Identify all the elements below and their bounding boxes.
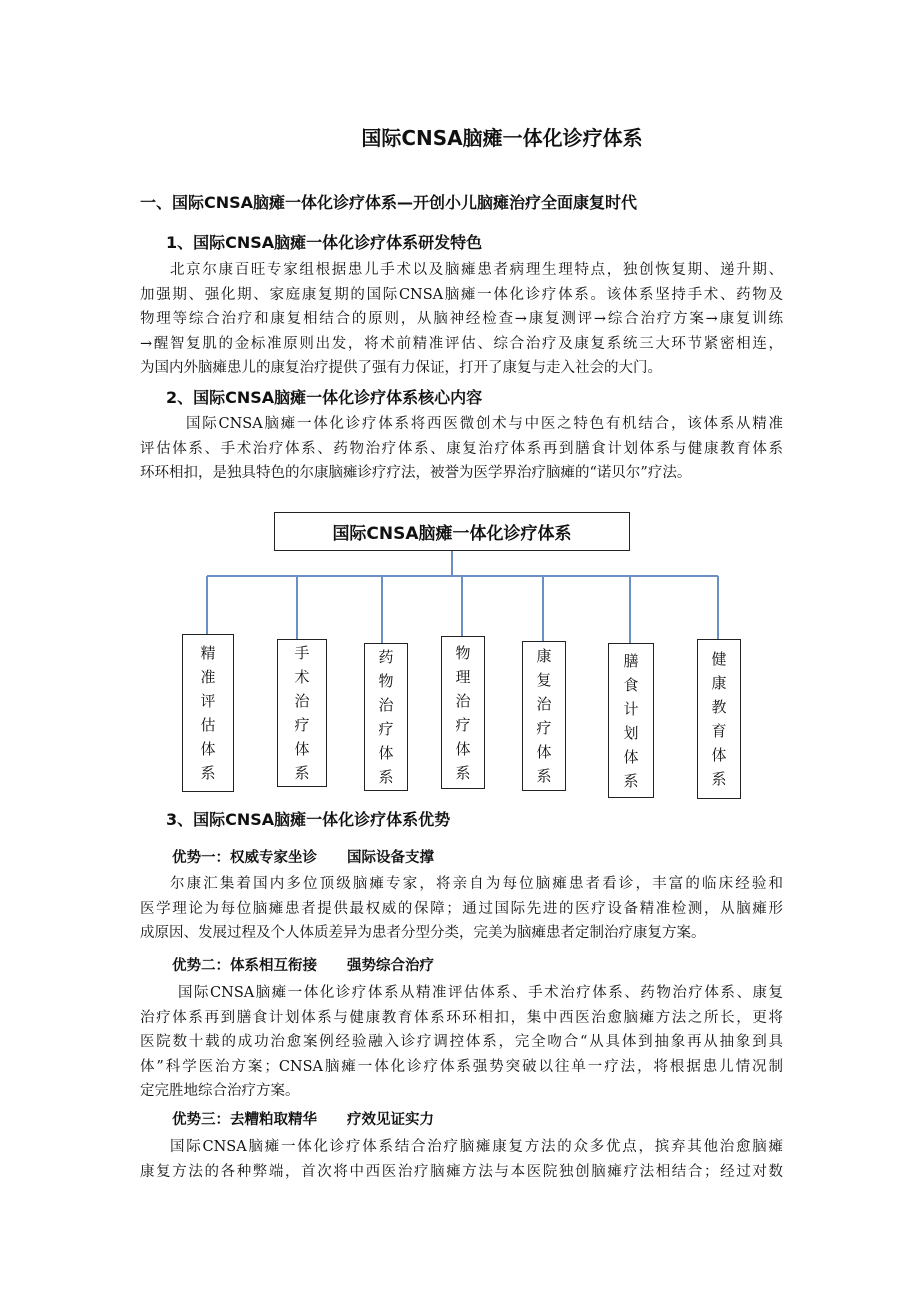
advantage-title: 优势二：体系相互衔接	[172, 958, 317, 974]
box-char: 疗	[455, 715, 471, 734]
advantage-subtitle: 疗效见证实力	[347, 1112, 434, 1128]
advantage-subtitle: 国际设备支撑	[347, 850, 434, 866]
paragraph-line: 治疗体系再到膳食计划体系与健康教育体系环环相扣，集中西医治愈脑瘫方法之所长，更将	[140, 1009, 783, 1026]
paragraph-line: 定完胜地综合治疗方案。	[140, 1083, 300, 1100]
paragraph-line: 物理等综合治疗和康复相结合的原则，从脑神经检查→康复测评→综合治疗方案→康复训练	[140, 311, 783, 328]
paragraph-line: 尔康汇集着国内多位顶级脑瘫专家，将亲自为每位脑瘫患者看诊，丰富的临床经验和	[170, 876, 783, 892]
advantage-title: 优势一：权威专家坐诊	[172, 850, 317, 866]
box-char: 理	[455, 667, 471, 686]
box-char: 复	[536, 671, 552, 689]
box-char: 体	[378, 744, 394, 762]
paragraph-line: 北京尔康百旺专家组根据患儿手术以及脑瘫患者病理生理特点，独创恢复期、递升期、	[170, 262, 783, 278]
box-char: 健	[711, 650, 727, 668]
box-char: 治	[294, 692, 310, 710]
box-char: 划	[623, 723, 639, 742]
box-char: 膳	[623, 651, 639, 670]
box-char: 康	[536, 647, 552, 665]
box-char: 系	[200, 764, 216, 782]
diagram-box-rehab	[522, 641, 566, 791]
box-char: 康	[711, 674, 727, 692]
box-char: 系	[623, 771, 639, 790]
box-char: 体	[455, 739, 471, 758]
box-char: 体	[711, 746, 727, 764]
box-char: 物	[378, 672, 394, 690]
paragraph-line: 评估体系、手术治疗体系、药物治疗体系、康复治疗体系再到膳食计划体系与健康教育体系	[140, 440, 783, 457]
box-char: 精	[200, 644, 216, 662]
paragraph-line: 国际CNSA脑瘫一体化诊疗体系结合治疗脑瘫康复方法的众多优点，摈弃其他治愈脑瘫	[170, 1139, 783, 1155]
paragraph-line: →醒智复肌的金标准原则出发，将术前精准评估、综合治疗及康复系统三大环节紧密相连，	[140, 335, 783, 352]
paragraph-advantage-1	[140, 872, 783, 946]
box-char: 药	[378, 648, 394, 666]
box-char: 疗	[294, 716, 310, 734]
advantage-title: 优势三：去糟粕取精华	[172, 1112, 317, 1128]
subsection-heading-3: 3、国际CNSA脑瘫一体化诊疗体系优势	[166, 810, 451, 829]
box-char: 食	[623, 675, 639, 694]
paragraph-line: 医院数十载的成功治愈案例经验融入诊疗调控体系，完全吻合“从具体到抽象再从抽象到具	[140, 1034, 783, 1051]
box-char: 治	[536, 695, 552, 713]
subsection-heading-2: 2、国际CNSA脑瘫一体化诊疗体系核心内容	[166, 388, 483, 407]
paragraph-advantage-2	[140, 981, 783, 1104]
document-title: 国际CNSA脑瘫一体化诊疗体系	[361, 126, 643, 150]
box-char: 系	[536, 767, 552, 785]
box-char: 计	[623, 699, 639, 718]
paragraph-line: 国际CNSA脑瘫一体化诊疗体系从精准评估体系、手术治疗体系、药物治疗体系、康复	[178, 985, 783, 1001]
box-char: 系	[378, 768, 394, 786]
box-char: 教	[711, 698, 727, 716]
box-char: 系	[455, 763, 471, 782]
box-char: 体	[200, 740, 216, 758]
advantage-heading-1	[172, 846, 434, 867]
diagram-box-medication	[364, 643, 408, 791]
box-char: 估	[200, 716, 216, 734]
diagram-box-physical	[441, 636, 485, 789]
box-char: 系	[294, 764, 310, 782]
diagram-box-education	[697, 639, 741, 799]
diagram-box-diet	[608, 643, 654, 798]
box-char: 体	[623, 747, 639, 766]
box-char: 术	[294, 668, 310, 686]
paragraph-line: 医学理论为每位脑瘫患者提供最权威的保障；通过国际先进的医疗设备精准检测，从脑瘫形	[140, 900, 783, 917]
box-char: 物	[455, 643, 471, 662]
paragraph-line: 康复方法的各种弊端，首次将中西医治疗脑瘫方法与本医院独创脑瘫疗法相结合；经过对数	[140, 1163, 783, 1180]
box-char: 手	[294, 644, 310, 662]
box-char: 治	[378, 696, 394, 714]
paragraph-line: 环环相扣，是独具特色的尔康脑瘫诊疗疗法，被誉为医学界治疗脑瘫的“诺贝尔”疗法。	[140, 465, 692, 482]
diagram-box-assessment	[182, 634, 234, 792]
box-char: 评	[200, 692, 216, 710]
box-char: 系	[711, 770, 727, 788]
paragraph-line: 国际CNSA脑瘫一体化诊疗体系将西医微创术与中医之特色有机结合，该体系从精准	[186, 416, 783, 432]
paragraph-line: 加强期、强化期、家庭康复期的国际CNSA脑瘫一体化诊疗体系。该体系坚持手术、药物及	[140, 286, 783, 303]
box-char: 疗	[378, 720, 394, 738]
box-char: 疗	[536, 719, 552, 737]
advantage-heading-3	[172, 1108, 434, 1129]
advantage-subtitle: 强势综合治疗	[347, 958, 434, 974]
box-char: 体	[536, 743, 552, 761]
diagram-root-box: 国际CNSA脑瘫一体化诊疗体系	[274, 512, 630, 551]
paragraph-line: 为国内外脑瘫患儿的康复治疗提供了强有力保证，打开了康复与走入社会的大门。	[140, 360, 662, 377]
advantage-heading-2	[172, 954, 434, 975]
box-char: 育	[711, 722, 727, 740]
paragraph-line: 成原因、发展过程及个人体质差异为患者分型分类，完美为脑瘫患者定制治疗康复方案。	[140, 925, 706, 942]
paragraph-advantage-3	[140, 1135, 783, 1184]
box-char: 治	[455, 691, 471, 710]
paragraph-line: 体”科学医治方案；CNSA脑瘫一体化诊疗体系强势突破以往单一疗法，将根据患儿情况制	[140, 1058, 783, 1075]
diagram-box-surgery	[277, 639, 327, 787]
subsection-heading-1: 1、国际CNSA脑瘫一体化诊疗体系研发特色	[166, 233, 483, 252]
box-char: 体	[294, 740, 310, 758]
section-heading-1: 一、国际CNSA脑瘫一体化诊疗体系—开创小儿脑瘫治疗全面康复时代	[140, 193, 638, 212]
box-char: 准	[200, 668, 216, 686]
